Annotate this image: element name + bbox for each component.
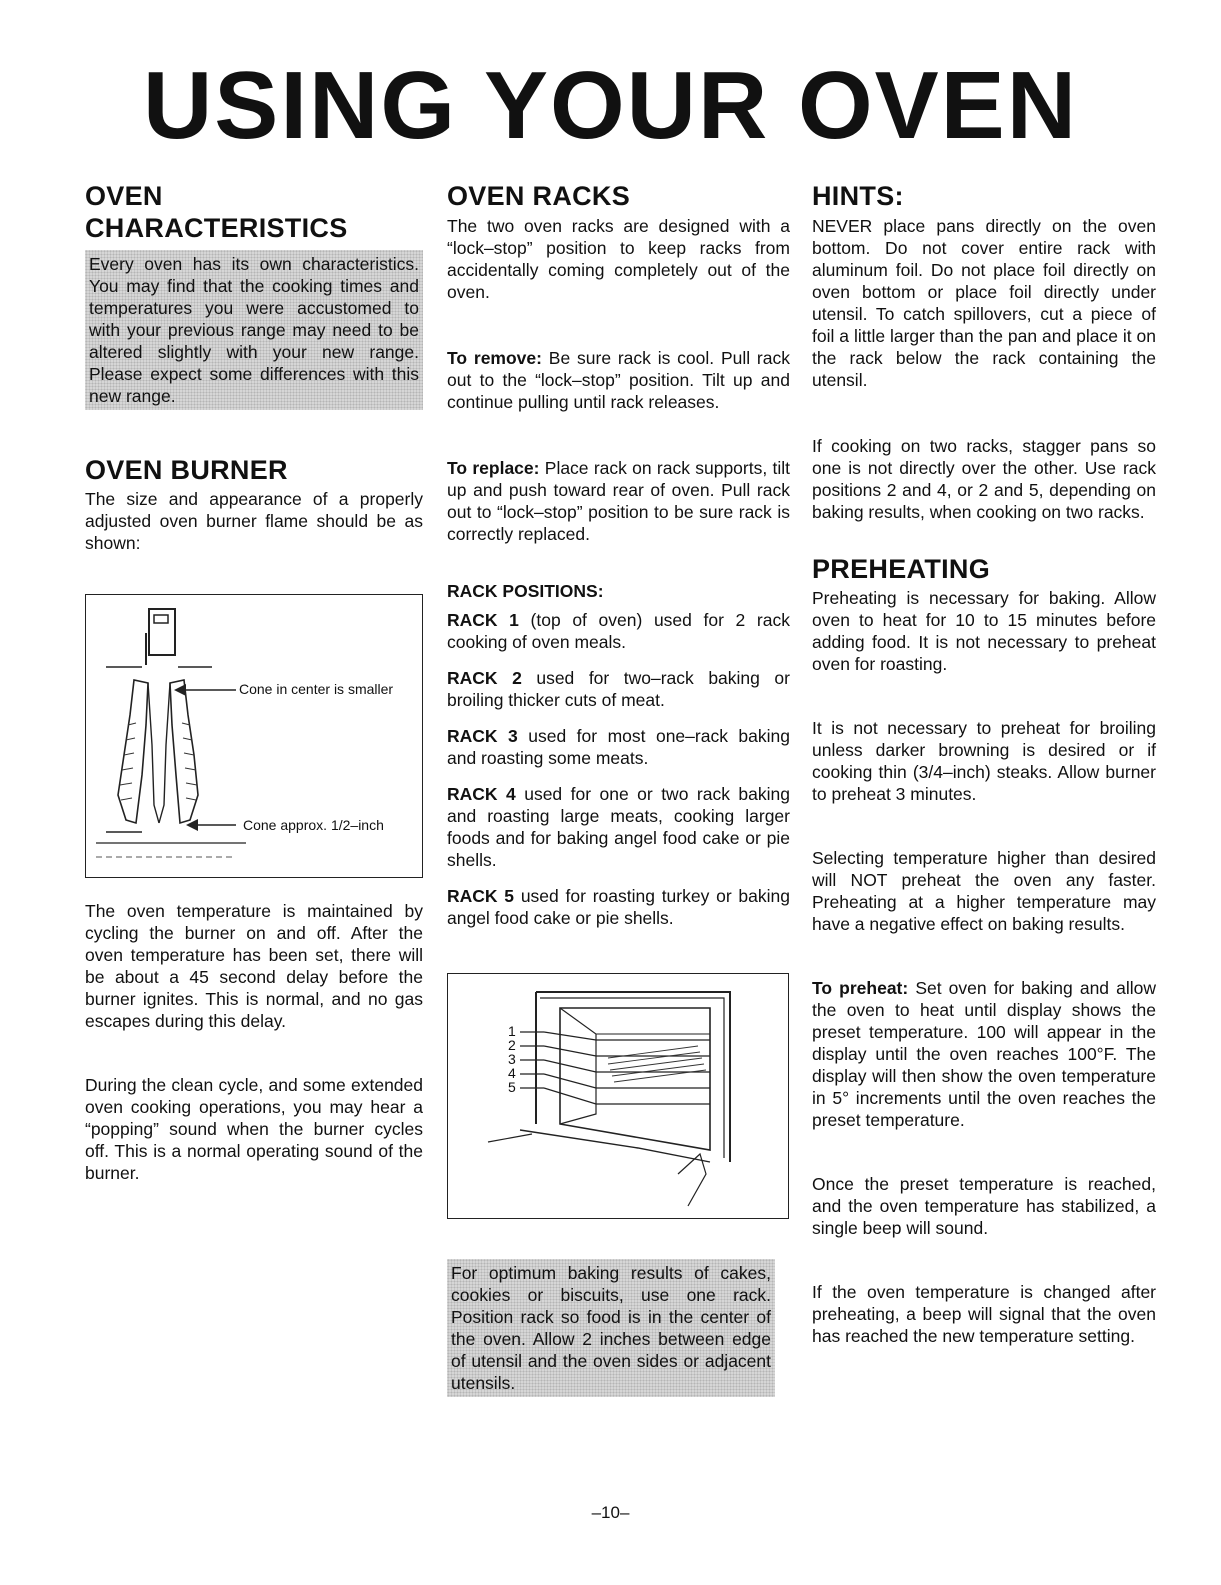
caption-cone-center: Cone in center is smaller <box>239 681 394 697</box>
rack-positions-heading: RACK POSITIONS: <box>447 581 604 601</box>
hints-heading: HINTS: <box>812 181 904 211</box>
rack-position-2-label: RACK 2 <box>447 668 522 688</box>
burner-flame-figure <box>85 594 423 878</box>
rack-replace-label: To replace: <box>447 458 540 478</box>
preheating-para1: Preheating is necessary for baking. Allow oven to heat for 10 to 15 minutes before adding food. It is not necessary to preheat oven for roasting. <box>812 588 1156 674</box>
one-rack-tip: For optimum baking results of cakes, cookies or biscuits, use one rack. Position rack so food is in the center of the oven. Allow 2 inches between edge of utensil and the oven sides or adjacent utensils. <box>447 1259 775 1397</box>
rack-number-1: 1 <box>508 1023 516 1039</box>
rack-position-3 <box>447 725 790 769</box>
column-middle <box>447 180 790 1397</box>
rack-position-1 <box>447 609 790 653</box>
oven-racks-heading: OVEN RACKS <box>447 181 631 211</box>
rack-position-5 <box>447 885 790 929</box>
oven-burner-intro: The size and appearance of a properly adjusted oven burner flame should be as shown: <box>85 489 423 553</box>
page-number: –10– <box>591 1503 630 1522</box>
oven-rack-figure <box>447 973 789 1219</box>
burner-flame-illustration <box>86 595 422 877</box>
rack-position-2-text: used for two–rack baking or broiling thicker cuts of meat. <box>447 668 790 710</box>
preheat-label: To preheat: <box>812 978 909 998</box>
rack-remove-body: Be sure rack is cool. Pull rack out to the “lock–stop” position. Tilt up and continue pulling until rack releases. <box>447 348 790 412</box>
rack-number-3: 3 <box>508 1051 516 1067</box>
oven-burner-heading: OVEN BURNER <box>85 455 288 485</box>
rack-position-3-text: used for most one–rack baking and roasting some meats. <box>447 726 790 768</box>
rack-position-4-text: used for one or two rack baking and roasting large meats, cooking larger foods and for baking angel food cake or pie shells. <box>447 784 790 870</box>
rack-position-4-label: RACK 4 <box>447 784 516 804</box>
column-left <box>85 180 423 1184</box>
oven-racks-intro: The two oven racks are designed with a “lock–stop” position to keep racks from accidentally coming completely out of the oven. <box>447 216 790 302</box>
preheating-heading: PREHEATING <box>812 554 991 584</box>
preheat-instructions <box>812 977 1156 1131</box>
rack-position-4 <box>447 783 790 871</box>
oven-burner-para1: The oven temperature is maintained by cycling the burner on and off. After the oven temperature has been set, there will be about a 45 second delay before the burner ignites. This is normal, and no gas escapes during this delay. <box>85 901 423 1031</box>
preheating-para2: It is not necessary to preheat for broiling unless darker browning is desired or if cooking thin (3/4–inch) steaks. Allow burner to preheat 3 minutes. <box>812 718 1156 804</box>
rack-position-1-text: (top of oven) used for 2 rack cooking of oven meals. <box>447 610 790 652</box>
rack-position-3-label: RACK 3 <box>447 726 518 746</box>
oven-characteristics-text: Every oven has its own characteristics. You may find that the cooking times and temperatures you were accustomed to with your previous range may need to be altered slightly with your new range. Please expect some differences with this new range. <box>85 250 423 410</box>
oven-burner-para2: During the clean cycle, and some extended oven cooking operations, you may hear a “popping” sound when the burner cycles off. This is a normal operating sound of the burner. <box>85 1075 423 1183</box>
rack-replace-text <box>447 457 790 545</box>
page-title: USING YOUR OVEN <box>142 52 1079 159</box>
hints-para2: If cooking on two racks, stagger pans so one is not directly over the other. Use rack positions 2 and 4, or 2 and 5, depending on baking results, when cooking on two racks. <box>812 436 1156 522</box>
rack-position-5-label: RACK 5 <box>447 886 515 906</box>
rack-remove-label: To remove: <box>447 348 542 368</box>
preheating-para6: If the oven temperature is changed after preheating, a beep will signal that the oven has reached the new temperature setting. <box>812 1282 1156 1346</box>
rack-position-5-text: used for roasting turkey or baking angel food cake or pie shells. <box>447 886 790 928</box>
column-right <box>812 180 1156 1347</box>
caption-cone-approx: Cone approx. 1/2–inch <box>243 817 384 833</box>
preheat-text: Set oven for baking and allow the oven to heat until display shows the preset temperature. 100 will appear in the display until the oven reaches 100°F. The display will then show the oven temperature in 5° increments until the oven reaches the preset temperature. <box>812 978 1156 1130</box>
rack-position-2 <box>447 667 790 711</box>
hints-para1: NEVER place pans directly on the oven bottom. Do not cover entire rack with aluminum foil. Do not place foil directly on oven bottom or place foil directly under utensil. To catch spillovers, cut a piece of foil a little larger than the pan and place it on the rack below the rack containing the utensil. <box>812 216 1156 390</box>
oven-characteristics-heading: OVEN CHARACTERISTICS <box>85 181 348 243</box>
rack-number-5: 5 <box>508 1079 516 1095</box>
preheating-para3: Selecting temperature higher than desired will NOT preheat the oven any faster. Preheating at a higher temperature may have a negative effect on baking results. <box>812 848 1156 934</box>
rack-number-4: 4 <box>508 1065 516 1081</box>
preheating-para5: Once the preset temperature is reached, and the oven temperature has stabilized, a single beep will sound. <box>812 1174 1156 1238</box>
rack-remove-text <box>447 347 790 413</box>
rack-replace-body: Place rack on rack supports, tilt up and push toward rear of oven. Pull rack out to “lock–stop” position to be sure rack is correctly replaced. <box>447 458 790 544</box>
oven-rack-illustration <box>448 974 788 1218</box>
rack-position-1-label: RACK 1 <box>447 610 519 630</box>
rack-number-2: 2 <box>508 1037 516 1053</box>
